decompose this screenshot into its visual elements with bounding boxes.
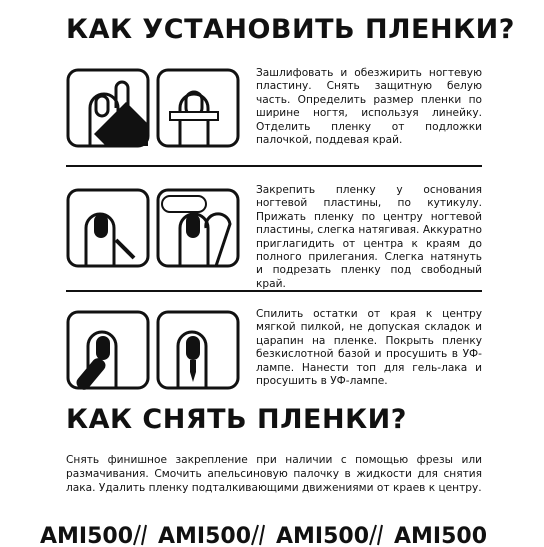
brand-strip — [36, 515, 508, 547]
step3-text: Спилить остатки от края к центру мягкой пилкой, не допуская складок и царапин на пленке. Покрыть пленку безкислотной базой и просушить в УФ-лампе. Нанести топ для гель-лака и просушить в УФ-лампе. — [256, 308, 482, 388]
step3-illustration — [66, 310, 241, 390]
removal-text: Снять финишное закрепление при наличии с помощью фрезы или размачивания. Смочить апельсиновую палочку в жидкости для снятия лака. Удалить пленку подталкивающими движениями от краев к центру. — [66, 454, 482, 494]
nail-film-icon — [96, 336, 110, 360]
ruler-icon — [170, 112, 218, 120]
divider — [66, 290, 482, 292]
brand-logo-text: AMI500 — [40, 524, 134, 547]
step1-text: Зашлифовать и обезжирить ногтевую пластину. Снять защитную белую часть. Определить размер пленки по ширине ногтя, используя линейку. Отделить пленку от подложки палочкой, поддевая край. — [256, 67, 482, 147]
nail-film-icon — [186, 336, 200, 360]
remove-title: КАК СНЯТЬ ПЛЕНКИ? — [66, 404, 407, 435]
svg-text:AMI500: AMI500 — [158, 524, 252, 547]
step2-text: Закрепить пленку у основания ногтевой пластины, по кутикулу. Прижать пленку по центру ногтевой пластины, слегка натягивая. Аккуратно приглагидить от центра к краям до полного прилегания. Слегка натянуть и подрезать пленку под свободный край. — [256, 184, 482, 290]
install-title: КАК УСТАНОВИТЬ ПЛЕНКИ? — [66, 14, 515, 45]
nail-film-icon — [186, 214, 200, 238]
step1-illustration — [66, 68, 241, 148]
step2-illustration — [66, 188, 241, 268]
svg-text:AMI500: AMI500 — [276, 524, 370, 547]
svg-text:AMI500: AMI500 — [394, 524, 488, 547]
nail-film-icon — [94, 214, 108, 238]
divider — [66, 165, 482, 167]
